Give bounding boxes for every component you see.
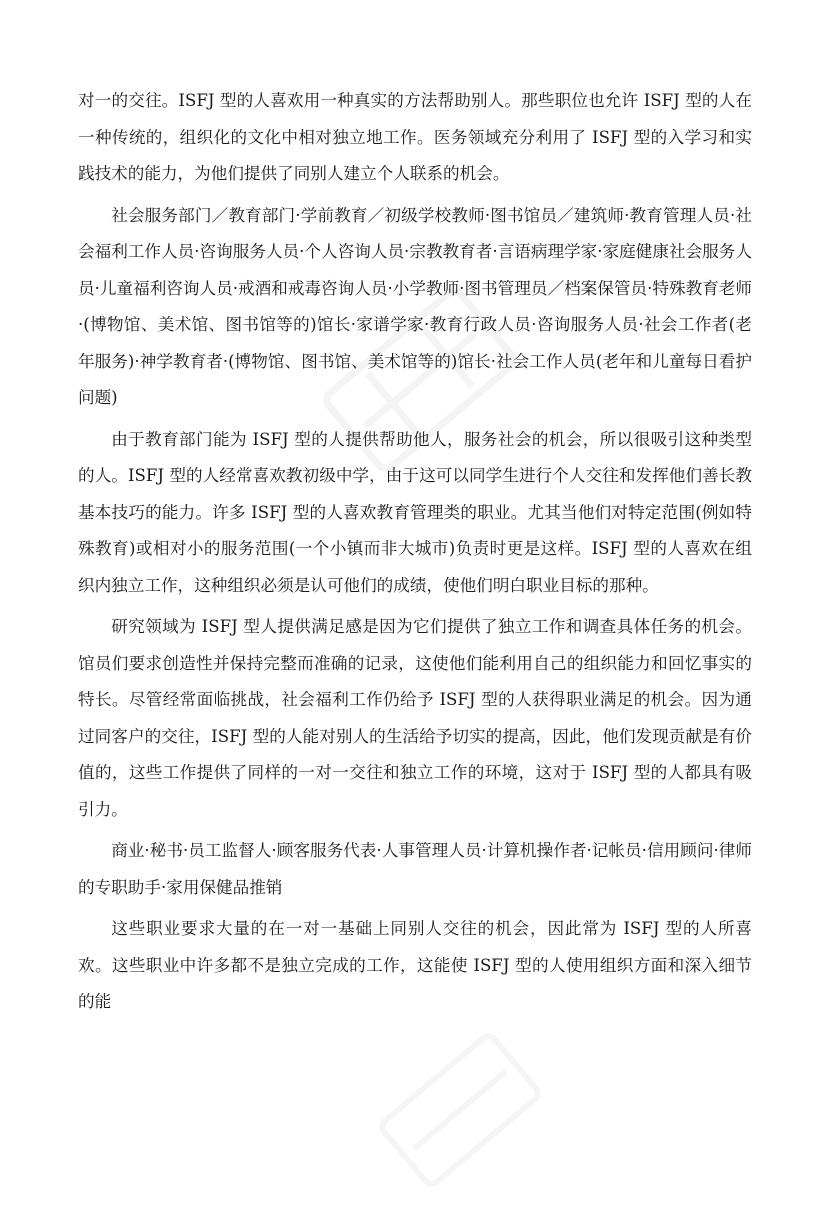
paragraph-business-careers: 商业·秘书·员工监督人·顾客服务代表·人事管理人员·计算机操作者·记帐员·信用顾问·律师的专职助手·家用保健品推销 <box>78 841 752 897</box>
paragraph-continuation: 对一的交往。ISFJ 型的人喜欢用一种真实的方法帮助别人。那些职位也允许 ISFJ 型的人在一种传统的，组织化的文化中相对独立地工作。医务领域充分利用了 ISFJ 型的入学习和实践技术的能力，为他们提供了同别人建立个人联系的机会。 <box>78 91 752 183</box>
paragraph-social-service-careers: 社会服务部门／教育部门·学前教育／初级学校教师·图书馆员／建筑师·教育管理人员·社会福利工作人员·咨询服务人员·个人咨询人员·宗教教育者·言语病理学家·家庭健康社会服务人员·儿童福利咨询人员·戒酒和戒毒咨询人员·小学教师·图书管理员／档案保管员·特殊教育老师·(博物馆、美术馆、图书馆等的)馆长·家谱学家·教育行政人员·咨询服务人员·社会工作者(老年服务)·神学教育者·(博物馆、图书馆、美术馆等的)馆长·社会工作人员(老年和儿童每日看护问题) <box>78 205 752 407</box>
watermark-icon-bottom <box>360 1010 560 1210</box>
paragraph-education-explanation: 由于教育部门能为 ISFJ 型的人提供帮助他人，服务社会的机会，所以很吸引这种类型的人。ISFJ 型的人经常喜欢教初级中学，由于这可以同学生进行个人交往和发挥他们善长教基本技巧的能力。许多 ISFJ 型的人喜欢教育管理类的职业。尤其当他们对特定范围(例如特殊教育)或相对小的服务范围(一个小镇而非大城市)负责时更是这样。ISFJ 型的人喜欢在组织内独立工作，这种组织必须是认可他们的成绩，使他们明白职业目标的那种。 <box>78 429 752 595</box>
document-body <box>78 83 752 1026</box>
paragraph-research-explanation: 研究领域为 ISFJ 型人提供满足感是因为它们提供了独立工作和调查具体任务的机会。馆员们要求创造性并保持完整而准确的记录，这使他们能利用自己的组织能力和回忆事实的特长。尽管经常面临挑战，社会福利工作仍给予 ISFJ 型的人获得职业满足的机会。因为通过同客户的交往，ISFJ 型的人能对别人的生活给予切实的提高，因此，他们发现贡献是有价值的，这些工作提供了同样的一对一交往和独立工作的环境，这对于 ISFJ 型的人都具有吸引力。 <box>78 617 752 819</box>
paragraph-business-explanation: 这些职业要求大量的在一对一基础上同别人交往的机会，因此常为 ISFJ 型的人所喜欢。这些职业中许多都不是独立完成的工作，这能使 ISFJ 型的人使用组织方面和深入细节的能 <box>78 919 752 1011</box>
